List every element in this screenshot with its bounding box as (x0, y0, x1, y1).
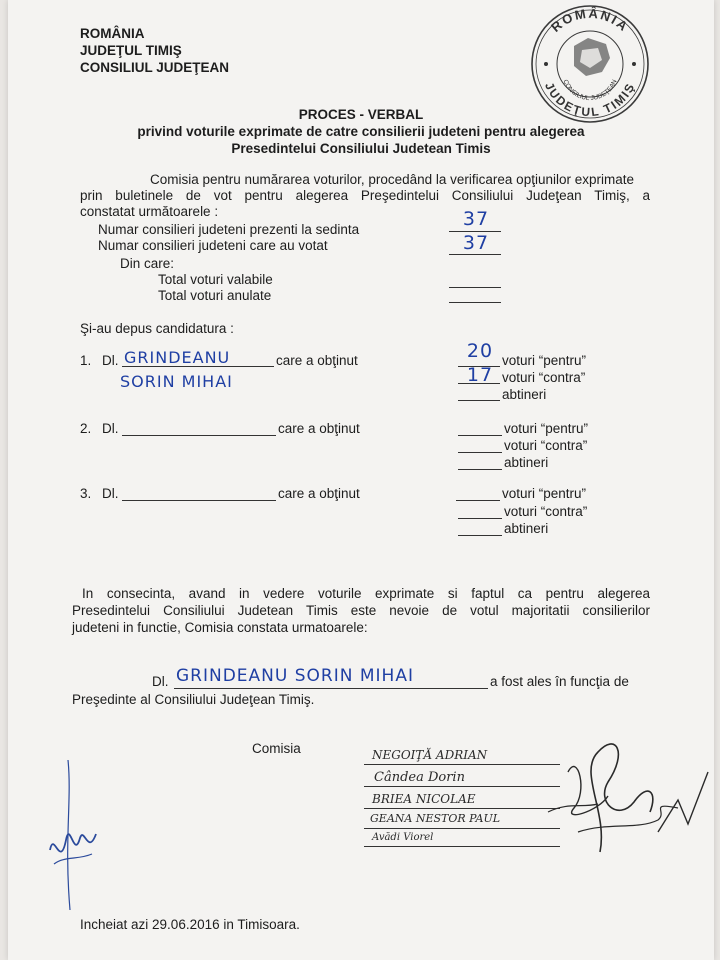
intro-paragraph (80, 172, 650, 220)
candidate-2-contra-label: voturi “contra” (504, 438, 588, 453)
svg-text:JUDEŢUL TIMIŞ: JUDEŢUL TIMIŞ (542, 79, 638, 120)
din-care-label: Din care: (120, 256, 175, 271)
elected-name-line (174, 688, 488, 689)
candidate-3-contra-label: voturi “contra” (504, 504, 588, 519)
candidate-1-pentru-label: voturi “pentru” (502, 353, 587, 368)
document-page (8, 0, 714, 960)
commission-member-line-4 (364, 828, 560, 829)
conclusion-paragraph (72, 585, 650, 636)
candidate-2-pentru-label: voturi “pentru” (504, 421, 589, 436)
candidate-1-name-line-1: GRINDEANU (124, 348, 231, 367)
commission-member-2: Cândea Dorin (374, 770, 465, 785)
candidate-1-name-line (122, 366, 274, 367)
candidate-3-abtineri-label: abtineri (504, 521, 549, 536)
elected-suffix: a fost ales în funcţia de (490, 674, 629, 689)
commission-member-5: Avădi Viorel (372, 832, 434, 843)
candidate-3-contra-line (458, 518, 502, 519)
candidate-1-obtained: care a obţinut (276, 353, 358, 368)
present-label: Numar consilieri judeteni prezenti la sedinta (98, 222, 360, 237)
candidate-1-abtineri-label: abtineri (502, 387, 547, 402)
candidate-1-contra-line (458, 383, 500, 384)
conclusion-line-2: Presedintelui Consiliului Judetean Timis este nevoie de votul majoritatii consilierilor (72, 603, 650, 618)
intro-line-3: constatat următoarele : (80, 204, 219, 219)
title-main: PROCES - VERBAL (298, 107, 424, 122)
svg-text:CONSILIUL JUDEŢEAN: CONSILIUL JUDEŢEAN (561, 78, 619, 103)
commission-member-line-5 (364, 846, 560, 847)
conclusion-line-1: In consecinta, avand in vedere voturile exprimate si faptul ca pentru alegerea (82, 586, 650, 601)
candidate-3-pentru-line (456, 500, 500, 501)
elected-name: GRINDEANU SORIN MIHAI (176, 666, 414, 686)
candidate-1-contra-label: voturi “contra” (502, 370, 586, 385)
candidate-1-abtineri-line (458, 400, 500, 401)
voted-value-line (449, 254, 501, 255)
voted-label: Numar consilieri judeteni care au votat (98, 238, 328, 253)
voted-value: 37 (462, 232, 490, 254)
candidate-3-number: 3. (80, 486, 92, 501)
commission-member-1: NEGOIŢĂ ADRIAN (372, 748, 488, 762)
candidate-3-obtained: care a obţinut (278, 486, 360, 501)
commission-member-line-2 (364, 786, 560, 787)
candidate-2-prefix: Dl. (102, 421, 119, 436)
candidate-3-pentru-label: voturi “pentru” (502, 486, 587, 501)
candidate-3-abtineri-line (458, 535, 502, 536)
valid-votes-label: Total voturi valabile (158, 272, 273, 287)
candidate-2-contra-line (458, 452, 502, 453)
title-block (8, 106, 714, 157)
candidate-1-number: 1. (80, 353, 92, 368)
candidate-3-name-line (122, 500, 276, 501)
title-sub-1: privind voturile exprimate de catre consilierii judeteni pentru alegerea (137, 124, 585, 139)
elected-prefix: Dl. (152, 674, 169, 689)
elected-line-2: Preşedinte al Consiliului Judeţean Timiş. (72, 692, 315, 707)
commission-label: Comisia (252, 741, 301, 756)
candidate-1-contra-value: 17 (466, 364, 494, 386)
commission-member-line-3 (364, 808, 560, 809)
candidate-2-abtineri-label: abtineri (504, 455, 549, 470)
commission-member-3: BRIEA NICOLAE (372, 792, 476, 806)
header-line-council: CONSILIUL JUDEŢEAN (80, 60, 230, 75)
left-signature-icon (44, 760, 104, 910)
header-line-county: JUDEŢUL TIMIŞ (80, 43, 182, 58)
present-value: 37 (462, 208, 490, 230)
candidate-3-prefix: Dl. (102, 486, 119, 501)
intro-line-1: Comisia pentru numărarea voturilor, procedând la verificarea opţiunilor exprimate (150, 172, 634, 187)
candidate-2-abtineri-line (458, 469, 502, 470)
candidate-1-prefix: Dl. (102, 353, 119, 368)
annulled-votes-line (449, 302, 501, 303)
commission-member-line-1 (364, 764, 560, 765)
candidate-2-name-line (122, 435, 276, 436)
candidates-heading: Şi-au depus candidatura : (80, 321, 234, 336)
conclusion-line-3: judeteni in functie, Comisia constata urmatoarele: (72, 620, 368, 635)
candidate-2-number: 2. (80, 421, 92, 436)
title-sub-2: Presedintelui Consiliului Judetean Timis (231, 141, 491, 156)
header-block (80, 25, 229, 76)
intro-line-2: prin buletinele de vot pentru alegerea Preşedintelui Consiliului Judeţean Timiş, a (80, 188, 650, 203)
candidate-1-name-line-2: SORIN MIHAI (120, 372, 233, 391)
footer-date-place: Incheiat azi 29.06.2016 in Timisoara. (80, 917, 300, 932)
annulled-votes-label: Total voturi anulate (158, 288, 272, 303)
candidate-2-pentru-line (458, 435, 502, 436)
valid-votes-line (449, 287, 501, 288)
commission-member-4: GEANA NESTOR PAUL (370, 812, 501, 825)
candidate-1-pentru-value: 20 (466, 340, 494, 362)
candidate-2-obtained: care a obţinut (278, 421, 360, 436)
header-line-country: ROMÂNIA (80, 26, 145, 41)
signatures-scribble-icon (538, 712, 714, 872)
svg-text:ROMÂNIA: ROMÂNIA (548, 5, 632, 35)
